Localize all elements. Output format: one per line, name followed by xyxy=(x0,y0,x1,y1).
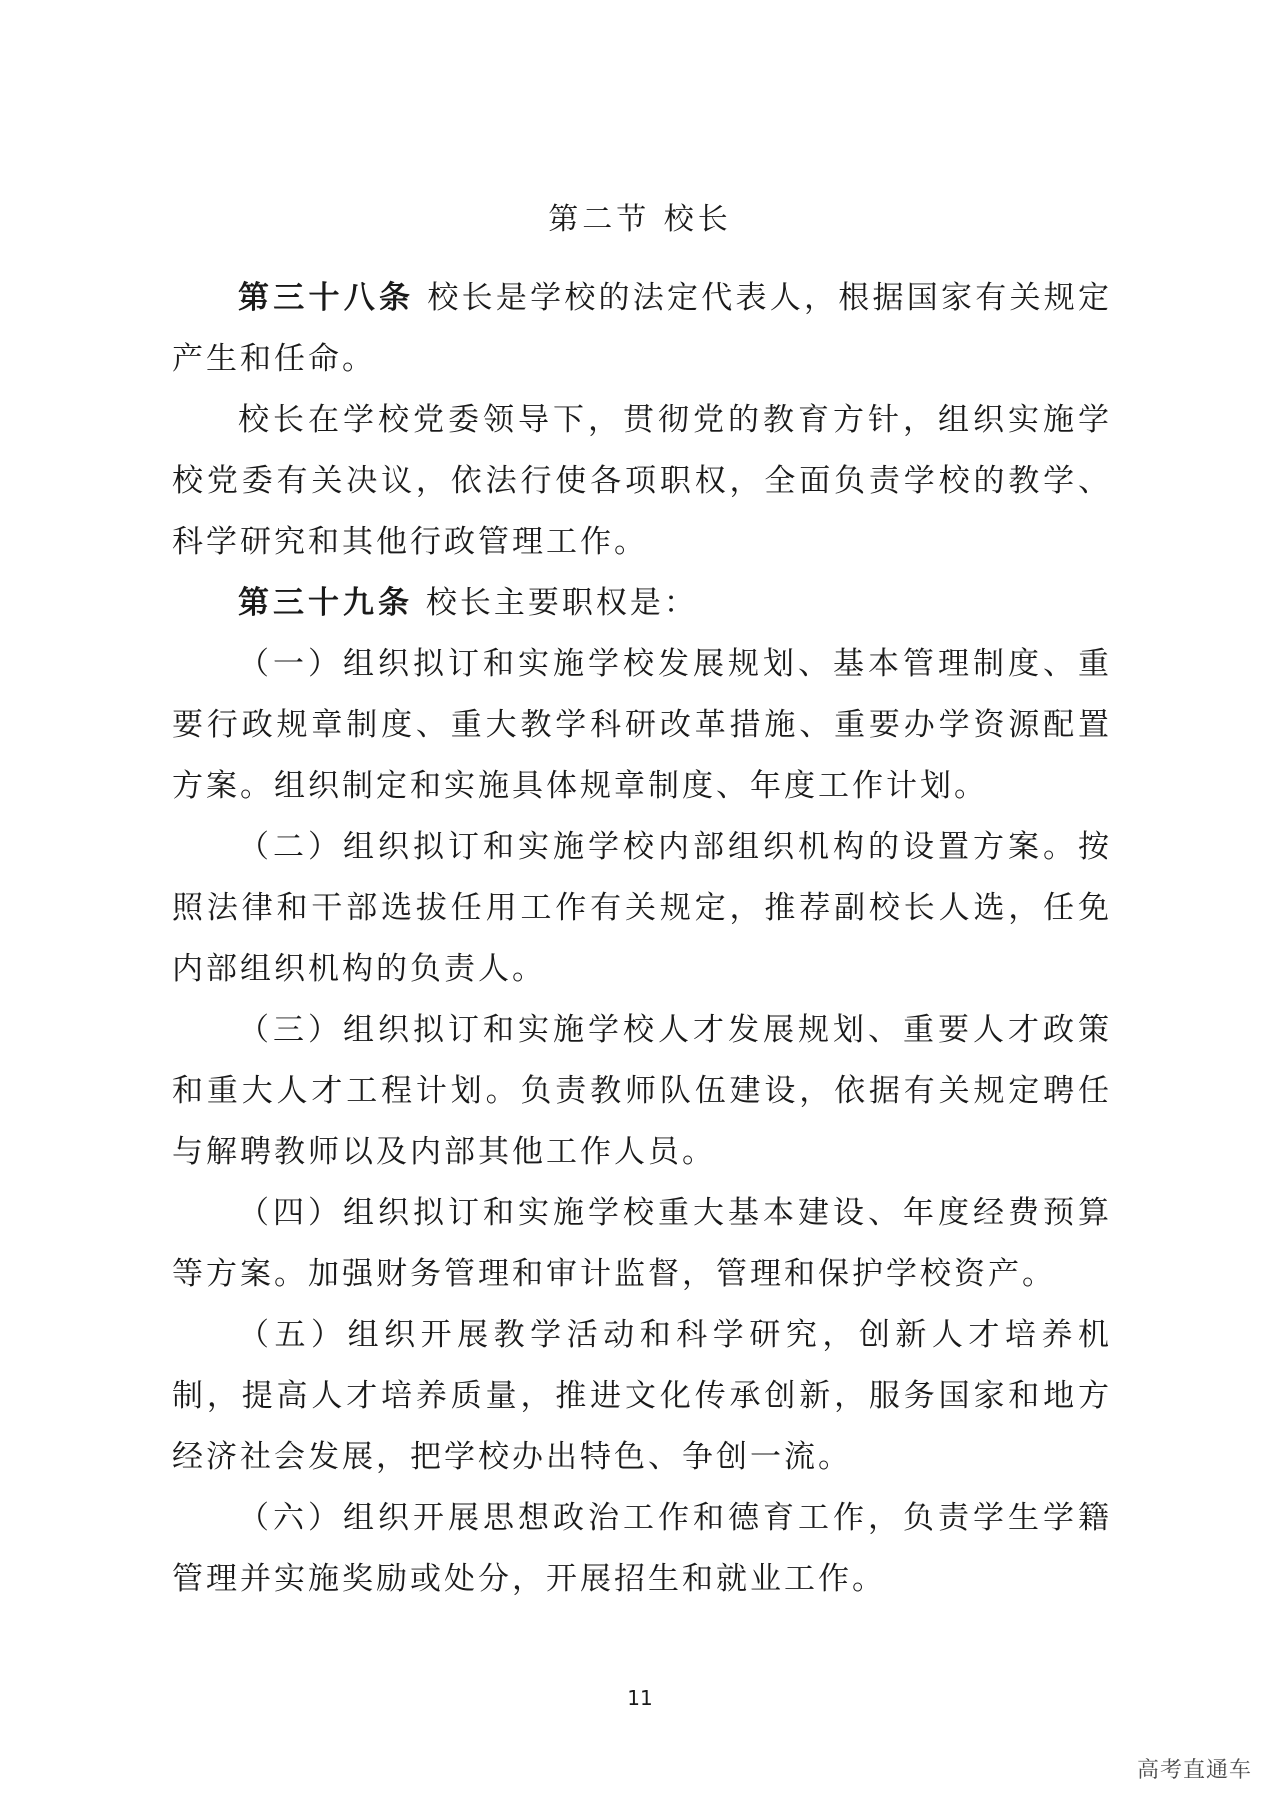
section-title: 第二节 校长 xyxy=(548,202,732,237)
paragraph xyxy=(172,1488,1112,1610)
paragraph-text: （三）组织拟订和实施学校人才发展规划、重要人才政策和重大人才工程计划。负责教师队伍建设，依据有关规定聘任与解聘教师以及内部其他工作人员。 xyxy=(172,1012,1112,1170)
paragraph xyxy=(172,573,1112,634)
article-heading: 第三十八条 xyxy=(238,280,415,316)
paragraph-text: （一）组织拟订和实施学校发展规划、基本管理制度、重要行政规章制度、重大教学科研改革措施、重要办学资源配置方案。组织制定和实施具体规章制度、年度工作计划。 xyxy=(172,646,1112,804)
paragraph-text: 校长是学校的法定代表人，根据国家有关规定产生和任命。 xyxy=(172,280,1112,377)
page-number: 11 xyxy=(627,1686,653,1710)
paragraph xyxy=(172,1000,1112,1183)
paragraph xyxy=(172,268,1112,390)
paragraph-text: 校长主要职权是： xyxy=(413,585,698,621)
paragraph-text: （五）组织开展教学活动和科学研究，创新人才培养机制，提高人才培养质量，推进文化传承创新，服务国家和地方经济社会发展，把学校办出特色、争创一流。 xyxy=(172,1317,1112,1475)
paragraph xyxy=(172,1305,1112,1488)
paragraph xyxy=(172,817,1112,1000)
paragraph xyxy=(172,1183,1112,1305)
paragraph-text: （六）组织开展思想政治工作和德育工作，负责学生学籍管理并实施奖励或处分，开展招生和就业工作。 xyxy=(172,1500,1112,1597)
paragraph xyxy=(172,634,1112,817)
document-body xyxy=(172,268,1112,1610)
watermark: 高考直通车 xyxy=(1136,1758,1252,1783)
paragraph-text: （二）组织拟订和实施学校内部组织机构的设置方案。按照法律和干部选拔任用工作有关规定，推荐副校长人选，任免内部组织机构的负责人。 xyxy=(172,829,1112,987)
paragraph xyxy=(172,390,1112,573)
paragraph-text: 校长在学校党委领导下，贯彻党的教育方针，组织实施学校党委有关决议，依法行使各项职权，全面负责学校的教学、科学研究和其他行政管理工作。 xyxy=(172,402,1112,560)
paragraph-text: （四）组织拟订和实施学校重大基本建设、年度经费预算等方案。加强财务管理和审计监督，管理和保护学校资产。 xyxy=(172,1195,1112,1292)
article-heading: 第三十九条 xyxy=(238,585,413,621)
